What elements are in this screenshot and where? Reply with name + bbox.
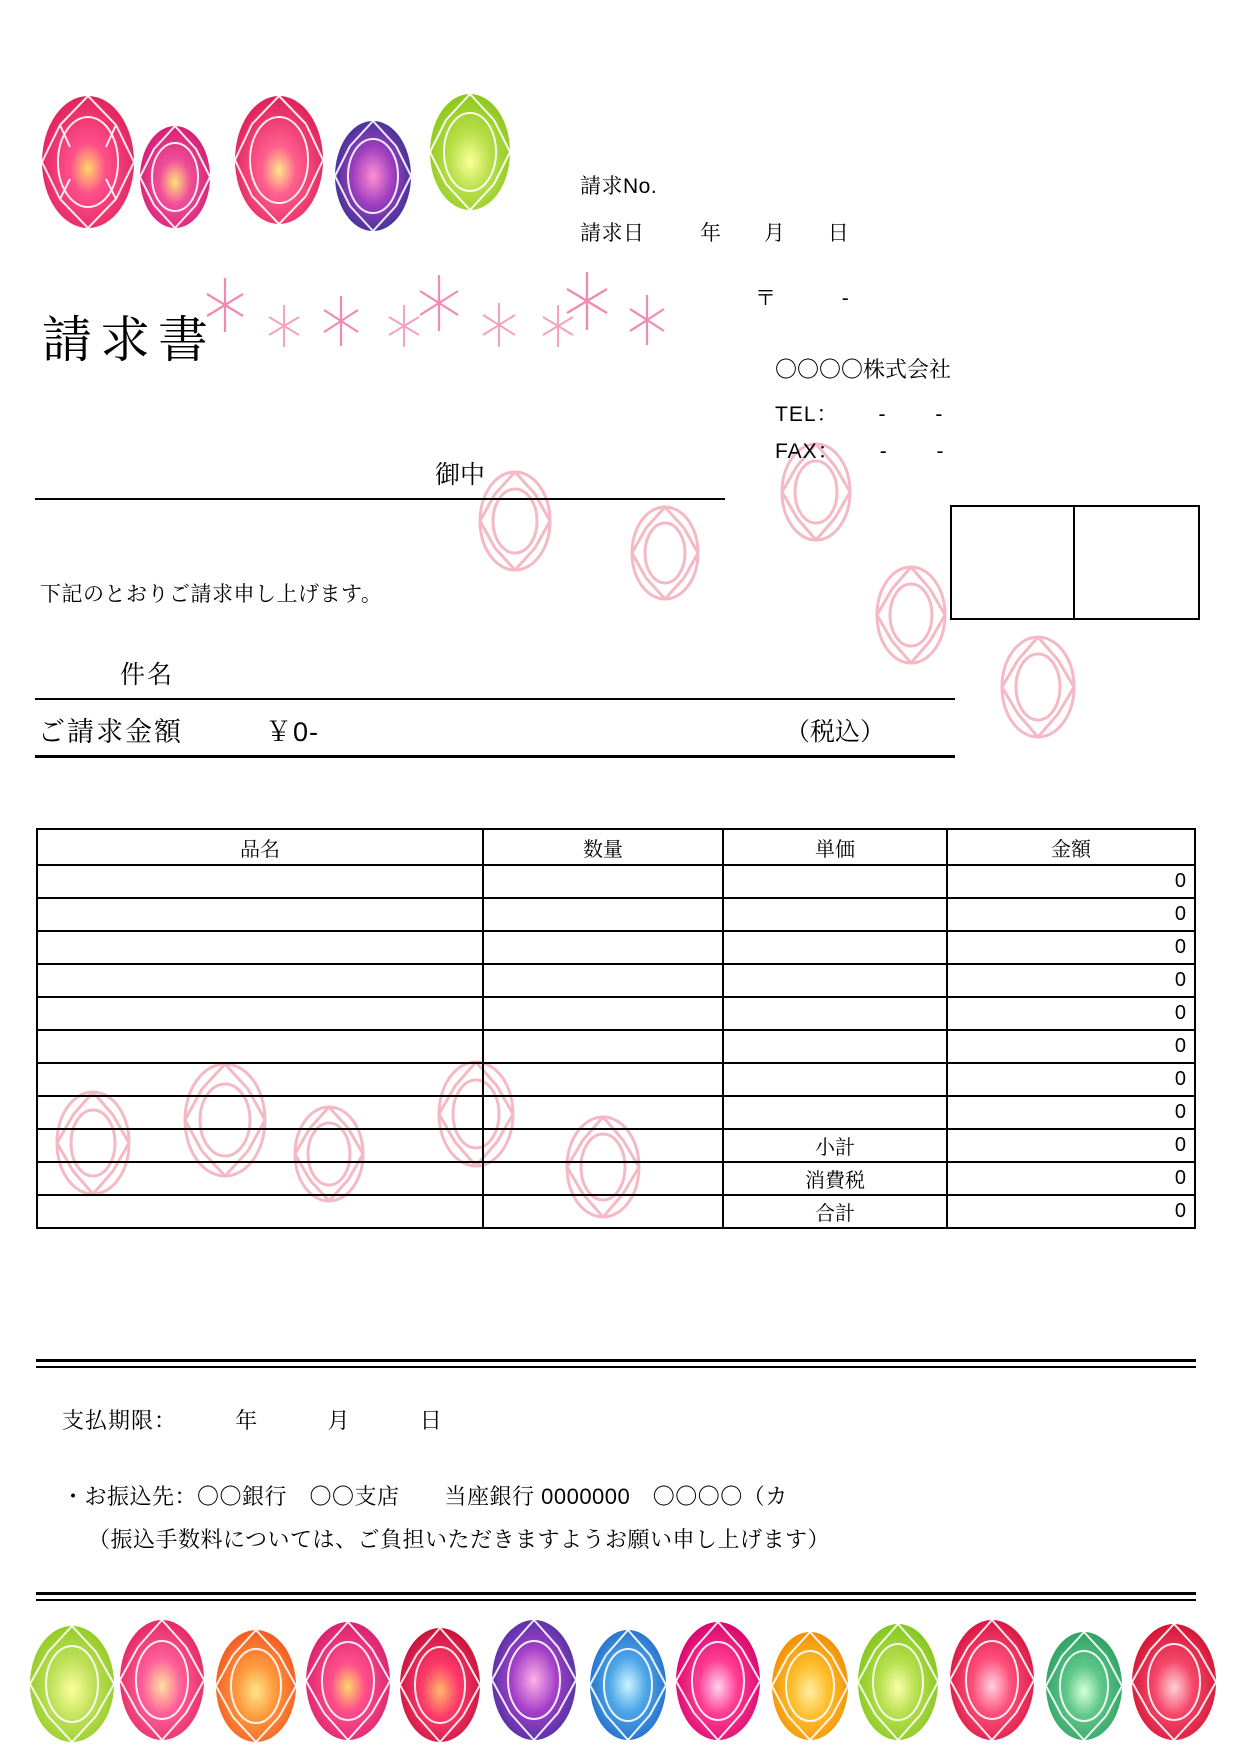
cell-unit-price[interactable]: [723, 997, 947, 1030]
bank-fee-note: （振込手数料については、ご負担いただきますようお願い申し上げます）: [88, 1527, 831, 1552]
table-row[interactable]: [37, 898, 1195, 931]
cell-amount[interactable]: 0: [947, 1030, 1195, 1063]
cell-quantity[interactable]: [483, 1063, 723, 1096]
gem-decoration-top-1: [40, 95, 136, 230]
cell-item-name[interactable]: [37, 1030, 483, 1063]
items-table: [36, 828, 1196, 1229]
spacer-cell: [37, 1129, 483, 1162]
date-month-label: 月: [763, 222, 785, 245]
spacer-cell: [483, 1129, 723, 1162]
bank-info-line: ・お振込先：〇〇銀行 〇〇支店 当座銀行 0000000 〇〇〇〇（カ: [62, 1484, 788, 1509]
tel-value: - -: [878, 403, 965, 426]
cell-amount[interactable]: 0: [947, 898, 1195, 931]
table-row[interactable]: [37, 964, 1195, 997]
table-row[interactable]: [37, 997, 1195, 1030]
subject-label: 件名: [120, 661, 175, 689]
invoice-date-row: [580, 217, 886, 264]
fax-label: FAX：: [775, 440, 840, 463]
cell-quantity[interactable]: [483, 865, 723, 898]
cell-quantity[interactable]: [483, 1030, 723, 1063]
invoice-date-fields: [700, 217, 886, 247]
postal-dash: -: [841, 287, 851, 310]
cell-quantity[interactable]: [483, 898, 723, 931]
table-row[interactable]: [37, 1096, 1195, 1129]
cell-unit-price[interactable]: [723, 865, 947, 898]
sparkle-icon-7: [542, 305, 574, 352]
cell-amount[interactable]: 0: [947, 997, 1195, 1030]
cell-quantity[interactable]: [483, 964, 723, 997]
subject-line: [35, 698, 955, 700]
table-row[interactable]: [37, 1063, 1195, 1096]
cell-item-name[interactable]: [37, 1063, 483, 1096]
header-unit-price: 単価: [723, 829, 947, 865]
cell-item-name[interactable]: [37, 964, 483, 997]
payment-due-line: [62, 1404, 443, 1435]
cell-quantity[interactable]: [483, 931, 723, 964]
tax-row: [37, 1162, 1195, 1195]
footer-divider-top: [36, 1359, 1196, 1368]
cell-amount[interactable]: 0: [947, 1096, 1195, 1129]
customer-name-line: [35, 498, 725, 500]
cell-amount[interactable]: 0: [947, 865, 1195, 898]
postal-code-line: [755, 282, 851, 312]
invoice-no-label: 請求No.: [580, 175, 658, 198]
cell-quantity[interactable]: [483, 1096, 723, 1129]
cell-item-name[interactable]: [37, 1096, 483, 1129]
cell-item-name[interactable]: [37, 898, 483, 931]
spacer-cell: [37, 1162, 483, 1195]
gem-decoration-top-5: [428, 93, 512, 211]
cell-item-name[interactable]: [37, 931, 483, 964]
table-header-row: [37, 829, 1195, 865]
table-row[interactable]: [37, 1030, 1195, 1063]
gem-decoration-top-3: [233, 95, 325, 225]
invoice-date-label: 請求日: [580, 222, 645, 245]
issuer-company-name: 〇〇〇〇株式会社: [775, 357, 952, 382]
approval-stamp-box: [950, 505, 1200, 620]
footer-divider-bottom: [36, 1592, 1196, 1601]
gem-outline-2: [630, 505, 700, 601]
spacer-cell: [483, 1195, 723, 1228]
tax-label: 消費税: [723, 1162, 947, 1195]
sparkle-icon-2: [268, 305, 300, 352]
gem-outline-5: [1000, 635, 1076, 739]
invoice-no-row: [580, 170, 886, 217]
issuer-fax: [775, 435, 966, 465]
due-year-label: 年: [235, 1408, 259, 1433]
customer-honorific: 御中: [435, 461, 486, 489]
page-title: 請求書: [42, 311, 216, 369]
sparkle-icon-3: [322, 296, 360, 351]
sparkle-icon-5: [418, 275, 460, 336]
payment-due-label: 支払期限：: [62, 1408, 178, 1433]
issuer-tel: [775, 398, 964, 428]
invoice-meta: [580, 170, 886, 264]
spacer-cell: [37, 1195, 483, 1228]
subtotal-label: 小計: [723, 1129, 947, 1162]
tax-value: 0: [947, 1162, 1195, 1195]
sparkle-icon-4: [388, 305, 420, 352]
cell-item-name[interactable]: [37, 997, 483, 1030]
cell-unit-price[interactable]: [723, 898, 947, 931]
items-table-wrapper: [36, 828, 1194, 1229]
cell-unit-price[interactable]: [723, 964, 947, 997]
total-row: [37, 1195, 1195, 1228]
spacer-cell: [483, 1162, 723, 1195]
header-amount: 金額: [947, 829, 1195, 865]
subtotal-value: 0: [947, 1129, 1195, 1162]
cell-unit-price[interactable]: [723, 1063, 947, 1096]
amount-value: ￥0-: [265, 717, 320, 747]
gem-outline-1: [478, 470, 552, 572]
cell-unit-price[interactable]: [723, 1030, 947, 1063]
cell-quantity[interactable]: [483, 997, 723, 1030]
total-label: 合計: [723, 1195, 947, 1228]
stamp-cell-1: [952, 507, 1075, 618]
sparkle-icon-8: [565, 272, 609, 335]
amount-label: ご請求金額: [38, 717, 183, 747]
fax-value: - -: [879, 440, 966, 463]
cell-unit-price[interactable]: [723, 1096, 947, 1129]
gem-decoration-top-2: [138, 125, 212, 229]
cell-unit-price[interactable]: [723, 931, 947, 964]
due-day-label: 日: [419, 1408, 443, 1433]
gem-decoration-top-4: [333, 120, 413, 232]
stamp-cell-2: [1075, 507, 1198, 618]
gem-strip-bottom: [0, 1608, 1240, 1754]
table-row[interactable]: [37, 931, 1195, 964]
header-item-name: 品名: [37, 829, 483, 865]
gem-outline-4: [875, 565, 947, 665]
postal-mark-icon: 〒: [755, 287, 778, 310]
header-quantity: 数量: [483, 829, 723, 865]
tel-label: TEL：: [775, 403, 839, 426]
cell-amount[interactable]: 0: [947, 1063, 1195, 1096]
cell-amount[interactable]: 0: [947, 931, 1195, 964]
sparkle-icon-9: [628, 295, 666, 350]
table-row[interactable]: [37, 865, 1195, 898]
date-day-label: 日: [827, 222, 849, 245]
lead-text: 下記のとおりご請求申し上げます。: [40, 583, 383, 606]
date-year-label: 年: [700, 222, 721, 245]
cell-item-name[interactable]: [37, 865, 483, 898]
total-value: 0: [947, 1195, 1195, 1228]
subtotal-row: [37, 1129, 1195, 1162]
amount-tax-note: （税込）: [785, 718, 886, 746]
sparkle-icon-6: [482, 303, 516, 352]
due-month-label: 月: [327, 1408, 351, 1433]
cell-amount[interactable]: 0: [947, 964, 1195, 997]
